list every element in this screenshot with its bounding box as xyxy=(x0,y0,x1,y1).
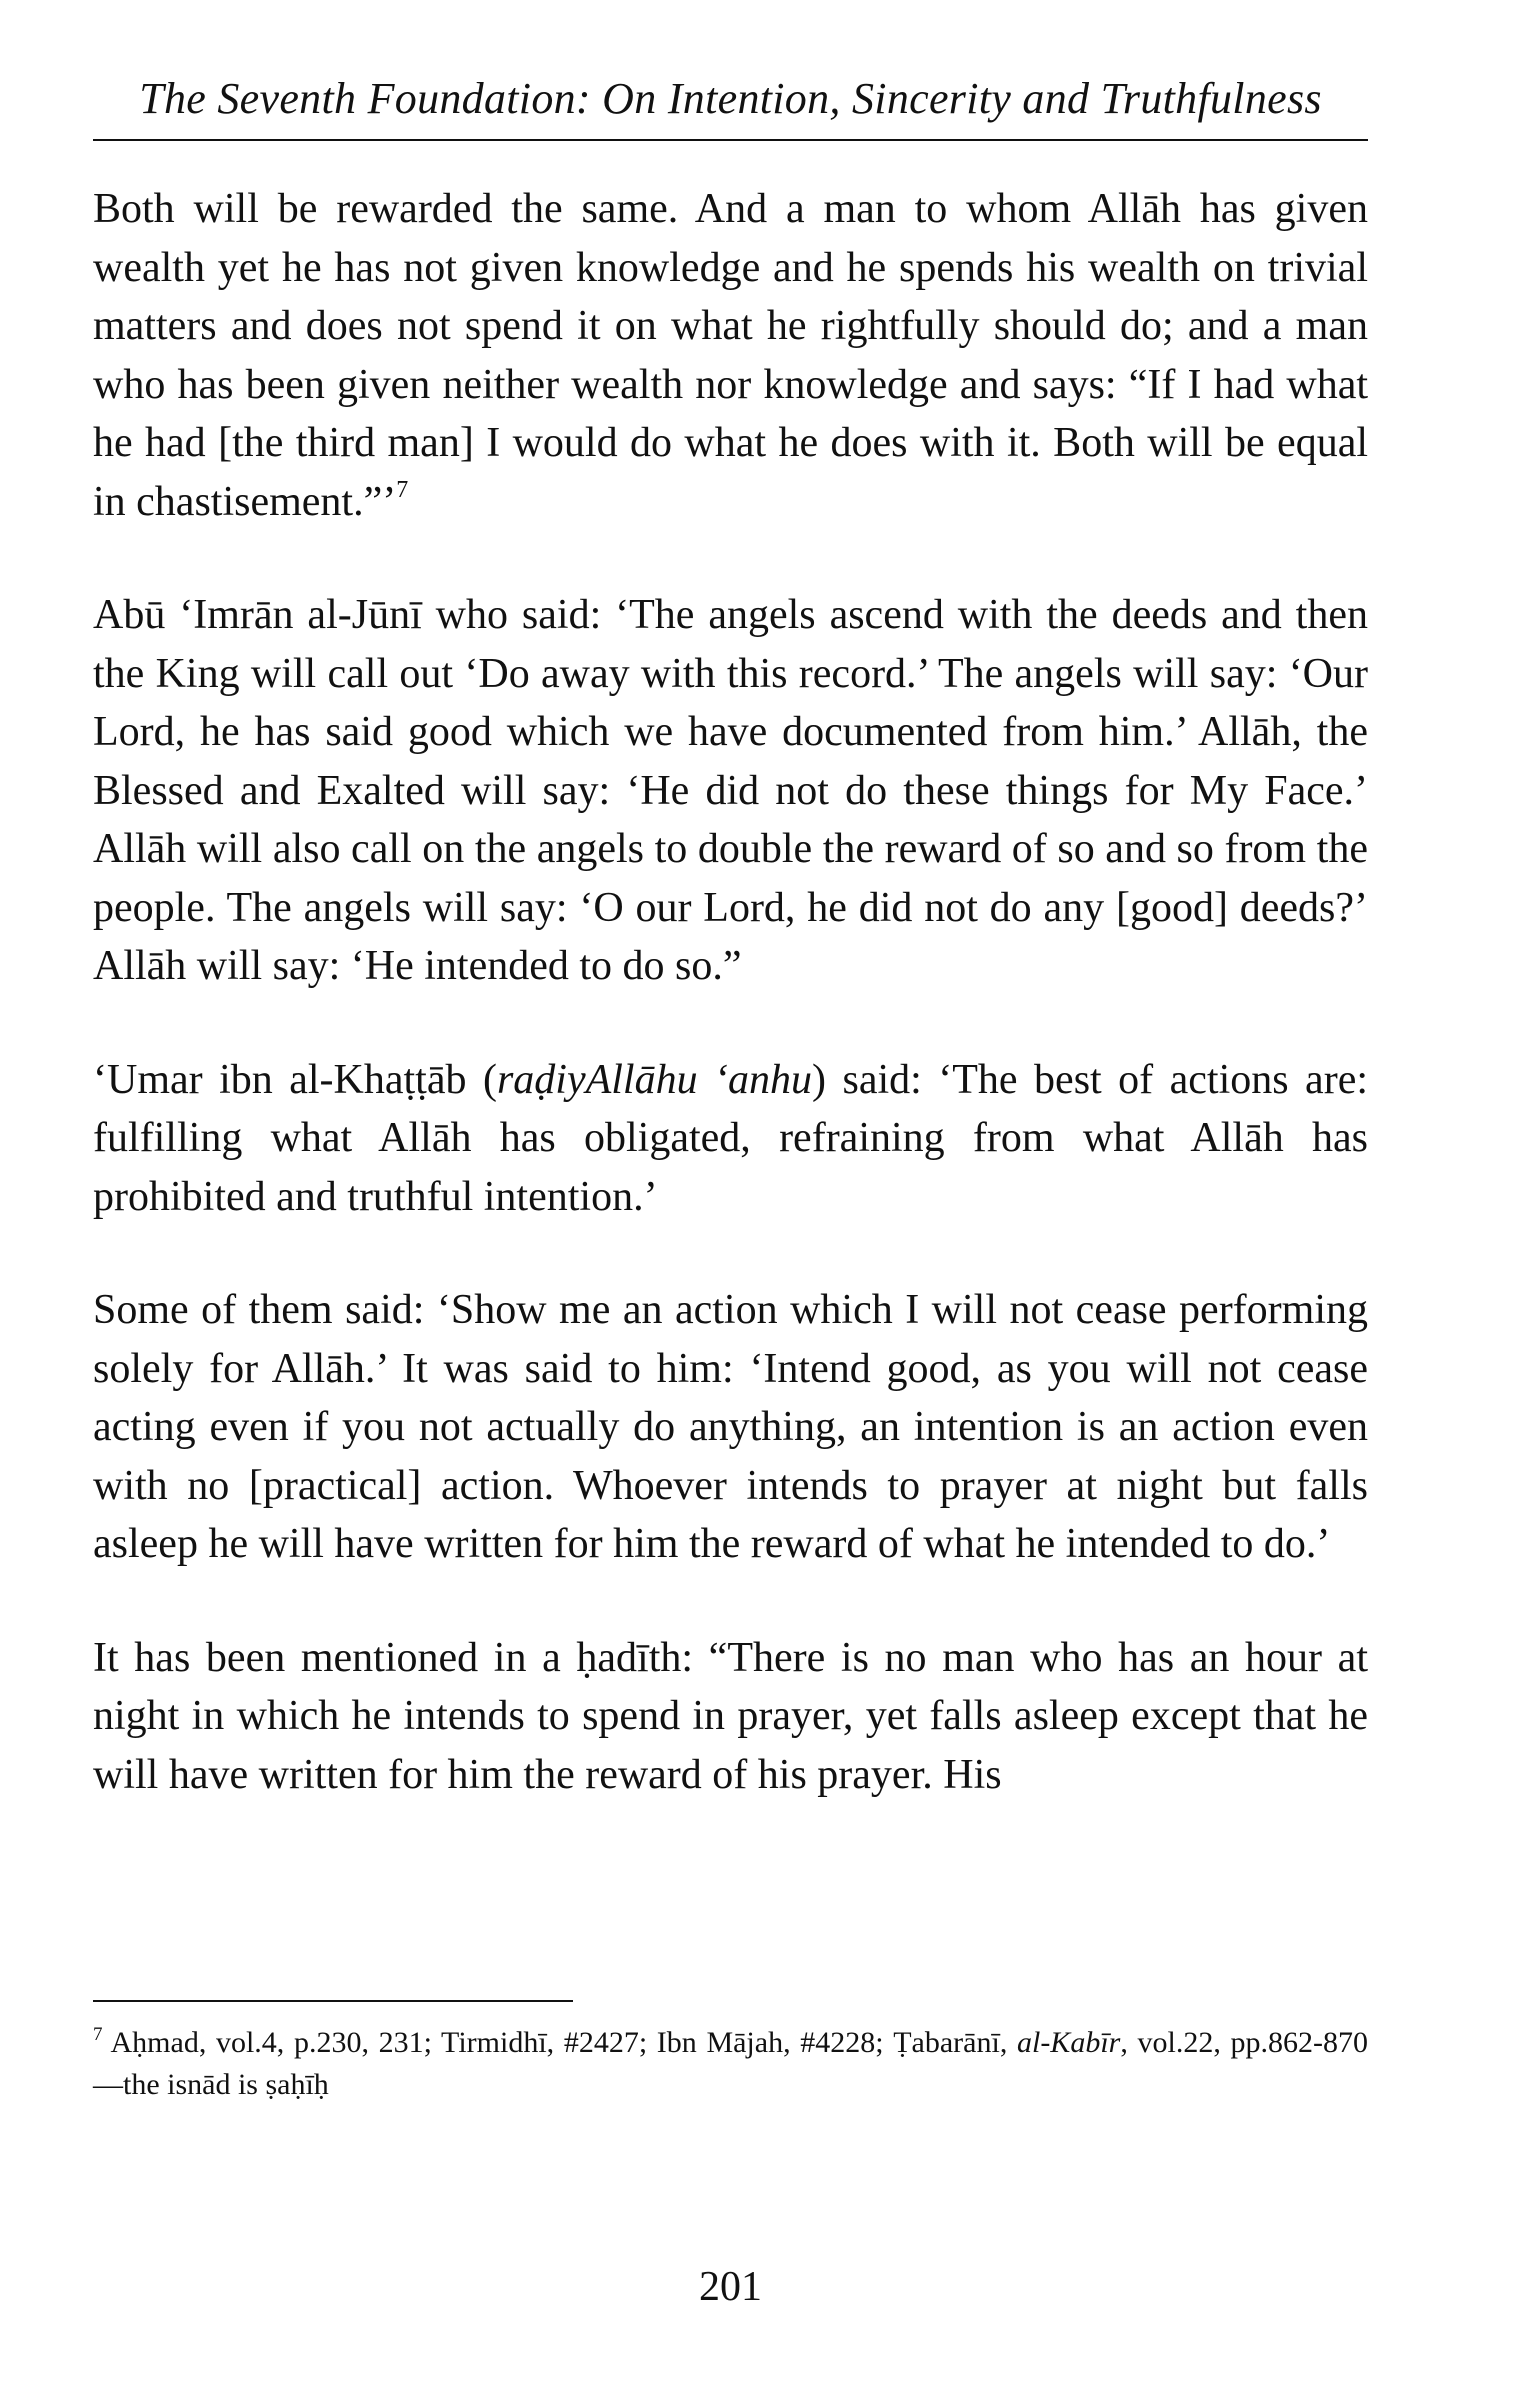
page-number: 201 xyxy=(699,2264,762,2310)
header-rule xyxy=(93,139,1368,141)
paragraph-1-text: Both will be rewarded the same. And a man to whom Allāh has given wealth yet he has not given knowledge and he spends his wealth on trivial matters and does not spend it on what he rightfully should do; and a man who has been given neither wealth nor knowledge and says: “If I had what he had [the third man] I would do what he does with it. Both will be equal in chastisement.”’ xyxy=(93,186,1368,525)
paragraph-3-start: ‘Umar ibn al-Khaṭṭāb ( xyxy=(93,1056,497,1103)
paragraph-5: It has been mentioned in a ḥadīth: “There is no man who has an hour at night in which he intends to spend in prayer, yet falls asleep except that he will have written for him the reward of his prayer. His xyxy=(93,1634,1368,1798)
paragraph-4: Some of them said: ‘Show me an action which I will not cease performing solely for Allāh.’ It was said to him: ‘Intend good, as you will not cease acting even if you not actually do anything, an intention is an action even with no [practical] action. Whoever intends to prayer at night but falls asleep he will have written for him the reward of what he intended to do.’ xyxy=(93,1287,1368,1567)
footnote-text-after: , vol.22, pp.862-870—the isnād is ṣaḥīḥ xyxy=(93,2026,1368,2101)
footnote-title: al-Kabīr xyxy=(1016,2026,1121,2059)
honorific: raḍiyAllāhu ‘anhu xyxy=(496,1056,813,1103)
footnote xyxy=(93,2022,1368,2106)
running-head: The Seventh Foundation: On Intention, Sincerity and Truthfulness xyxy=(139,74,1322,123)
paragraph-2: Abū ‘Imrān al-Jūnī who said: ‘The angels ascend with the deeds and then the King will call out ‘Do away with this record.’ The angels will say: ‘Our Lord, he has said good which we have documented from him.’ Allāh, the Blessed and Exalted will say: ‘He did not do these things for My Face.’ Allāh will also call on the angels to double the reward of so and so from the people. The angels will say: ‘O our Lord, he did not do any [good] deeds?’ Allāh will say: ‘He intended to do so.” xyxy=(93,592,1368,989)
book-page xyxy=(93,0,1368,2385)
footnote-reference[interactable]: 7 xyxy=(396,476,409,503)
paragraph-3-end: ) said: ‘The best of actions are: fulfilling what Allāh has obligated, refraining from what Allāh has prohibited and truthful intention.’ xyxy=(93,1056,1368,1220)
body-text xyxy=(93,180,1368,1804)
footnote-number: 7 xyxy=(93,2024,103,2045)
paragraph-1 xyxy=(93,180,1368,531)
footnote-text-before: Aḥmad, vol.4, p.230, 231; Tirmidhī, #2427; Ibn Mājah, #4228; Ṭabarānī, xyxy=(110,2026,1017,2059)
paragraph-3 xyxy=(93,1051,1368,1227)
footnote-rule xyxy=(93,2000,573,2002)
